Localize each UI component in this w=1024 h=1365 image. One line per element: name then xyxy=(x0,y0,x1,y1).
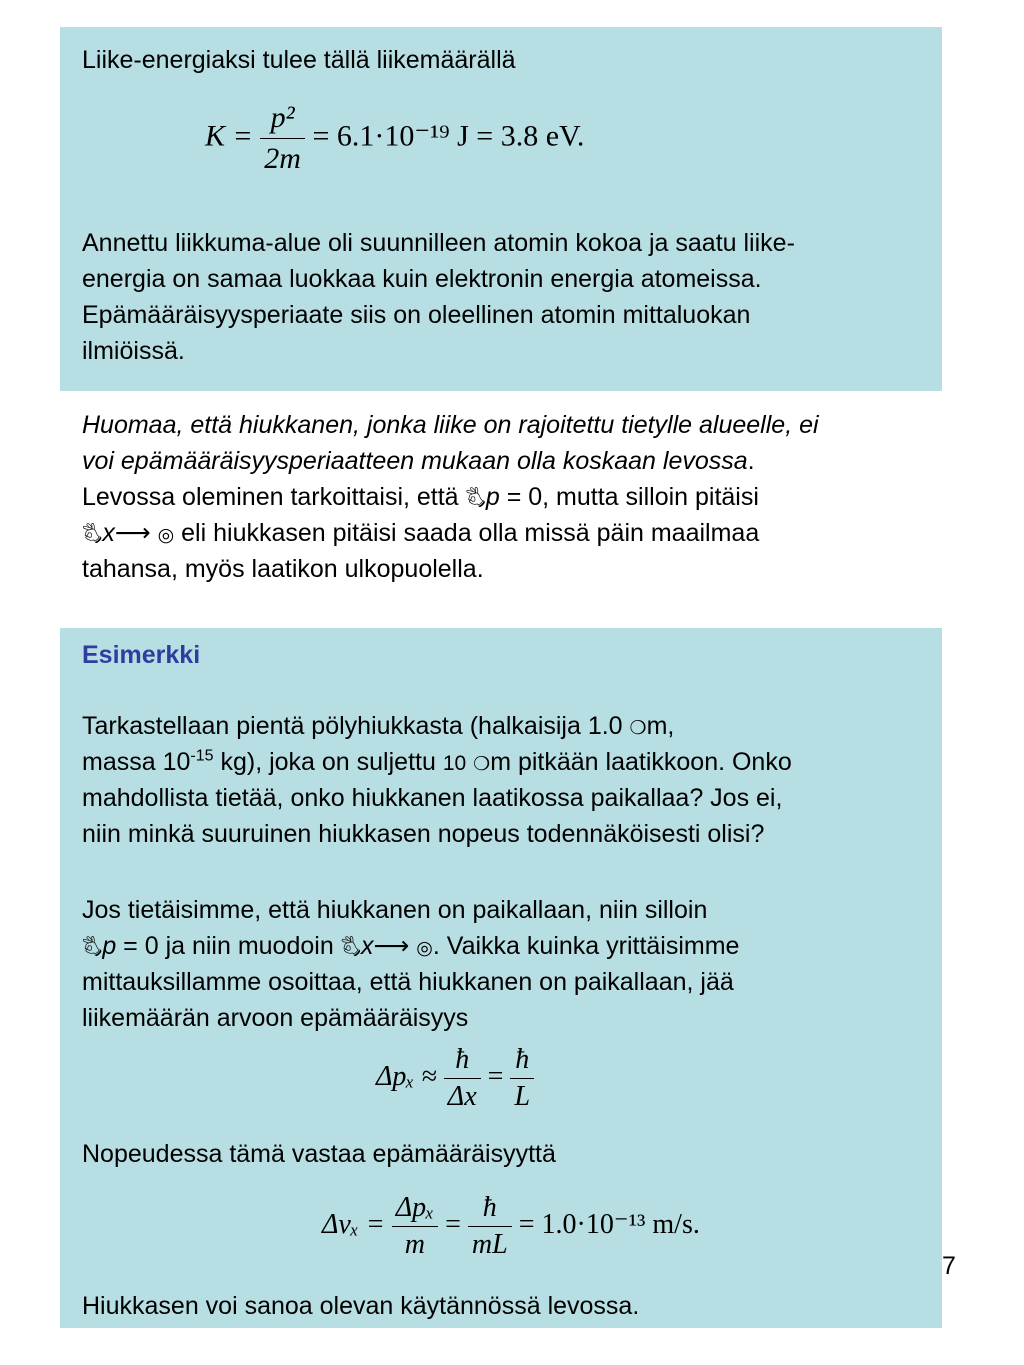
eq1-lhs: K = xyxy=(205,119,253,153)
answer-text: . Vaikka kuinka yrittäisimme xyxy=(432,932,740,960)
answer-text: = 0 ja niin muodoin xyxy=(123,932,334,960)
example-question xyxy=(82,708,792,852)
infinity-symbol-icon: ◎ xyxy=(157,524,175,546)
period: . xyxy=(747,447,755,475)
eq1-rhs: = 6.1·10⁻¹⁹ J = 3.8 eV. xyxy=(312,119,585,153)
question-text: m, xyxy=(646,712,675,740)
example-answer xyxy=(82,892,739,1036)
question-line-4: niin minkä suuruinen hiukkasen nopeus todennäköisesti olisi? xyxy=(82,820,765,848)
momentum-uncertainty-equation xyxy=(376,1042,534,1115)
var-x: x xyxy=(361,932,374,960)
velocity-intro: Nopeudessa tämä vastaa epämääräisyyttä xyxy=(82,1140,556,1168)
conclusion-text: Hiukkasen voi sanoa olevan käytännössä levossa. xyxy=(82,1292,640,1320)
var-x: x xyxy=(102,519,115,547)
question-number: 10 xyxy=(442,752,467,775)
eq3-denominator: mL xyxy=(471,1229,508,1260)
eq2-numerator: ħ xyxy=(444,1042,481,1079)
eq1-numerator: p² xyxy=(260,98,305,139)
velocity-uncertainty-equation xyxy=(322,1190,700,1263)
eq3-fraction-1 xyxy=(392,1190,438,1263)
note-line-3 xyxy=(82,479,819,515)
eq2-fraction-1 xyxy=(444,1042,481,1115)
eq1-denominator: 2m xyxy=(264,142,301,175)
answer-line-4: liikemäärän arvoon epämääräisyys xyxy=(82,1004,469,1032)
eq3-fraction-2 xyxy=(468,1190,512,1263)
infinity-symbol-icon: ◎ xyxy=(416,937,433,959)
note-line3-text: Levossa oleminen tarkoittaisi, että xyxy=(82,483,459,511)
eq2-denominator: L xyxy=(514,1081,531,1112)
note-line3-end: = 0, mutta silloin pitäisi xyxy=(506,483,759,511)
eq3-lhs: Δvₓ = xyxy=(322,1208,385,1240)
page-number: 7 xyxy=(942,1252,956,1280)
eq3-rhs: = 1.0·10⁻¹³ m/s. xyxy=(518,1208,700,1240)
arrow-icon: ⟶ xyxy=(114,519,151,547)
eq3-equals: = xyxy=(445,1208,461,1240)
example-heading: Esimerkki xyxy=(82,641,201,669)
exponent: -15 xyxy=(190,747,214,765)
arrow-icon: ⟶ xyxy=(373,932,410,960)
note-italic-line: voi epämääräisyysperiaatteen mukaan olla koskaan levossa xyxy=(82,447,748,475)
explanation-line: energia on samaa luokkaa kuin elektronin energia atomeissa. xyxy=(82,265,762,293)
intro-text: Liike-energiaksi tulee tällä liikemäärällä xyxy=(82,46,516,74)
note-line4-text: eli hiukkasen pitäisi saada olla missä päin maailmaa xyxy=(181,519,760,547)
question-line-1 xyxy=(82,708,792,744)
micro-symbol-icon: ❍ xyxy=(473,753,491,775)
explanation-paragraph xyxy=(82,225,795,369)
eq3-denominator: m xyxy=(404,1229,426,1260)
note-line-4 xyxy=(82,515,819,551)
question-text: Tarkastellaan pientä pölyhiukkasta (halkaisija 1.0 xyxy=(82,712,623,740)
eq2-lhs: Δpₓ ≈ xyxy=(376,1060,437,1092)
eq1-fraction xyxy=(260,98,305,179)
delta-symbol-icon: 🖏 xyxy=(340,937,361,959)
eq2-numerator: ħ xyxy=(510,1042,534,1079)
note-line-5: tahansa, myös laatikon ulkopuolella. xyxy=(82,555,484,583)
note-paragraph xyxy=(82,407,819,587)
eq2-fraction-2 xyxy=(510,1042,534,1115)
delta-symbol-icon: 🖏 xyxy=(465,488,486,510)
eq3-numerator: Δpₓ xyxy=(392,1190,438,1227)
question-line-3: mahdollista tietää, onko hiukkanen laatikossa paikallaa? Jos ei, xyxy=(82,784,783,812)
question-line-2 xyxy=(82,744,792,780)
question-text: m pitkään laatikkoon. Onko xyxy=(490,748,792,776)
micro-symbol-icon: ❍ xyxy=(629,717,647,739)
explanation-line: Annettu liikkuma-alue oli suunnilleen atomin kokoa ja saatu liike- xyxy=(82,229,795,257)
delta-symbol-icon: 🖏 xyxy=(82,937,103,959)
kinetic-energy-equation xyxy=(205,98,584,179)
explanation-line: Epämääräisyysperiaate siis on oleellinen atomin mittaluokan xyxy=(82,301,751,329)
explanation-line: ilmiöissä. xyxy=(82,337,185,365)
answer-line-2 xyxy=(82,928,739,964)
var-p: p xyxy=(102,932,117,960)
answer-line-3: mittauksillamme osoittaa, että hiukkanen on paikallaan, jää xyxy=(82,968,734,996)
var-p: p xyxy=(485,483,500,511)
note-italic-line: Huomaa, että hiukkanen, jonka liike on rajoitettu tietylle alueelle, ei xyxy=(82,411,819,439)
question-text: kg), joka on suljettu xyxy=(220,748,436,776)
answer-line-1: Jos tietäisimme, että hiukkanen on paikallaan, niin silloin xyxy=(82,896,708,924)
eq2-denominator: Δx xyxy=(447,1081,477,1112)
note-line-2 xyxy=(82,443,819,479)
delta-symbol-icon: 🖏 xyxy=(82,524,103,546)
eq2-equals: = xyxy=(487,1060,504,1092)
eq3-numerator: ħ xyxy=(468,1190,512,1227)
question-text: massa 10 xyxy=(82,748,191,776)
